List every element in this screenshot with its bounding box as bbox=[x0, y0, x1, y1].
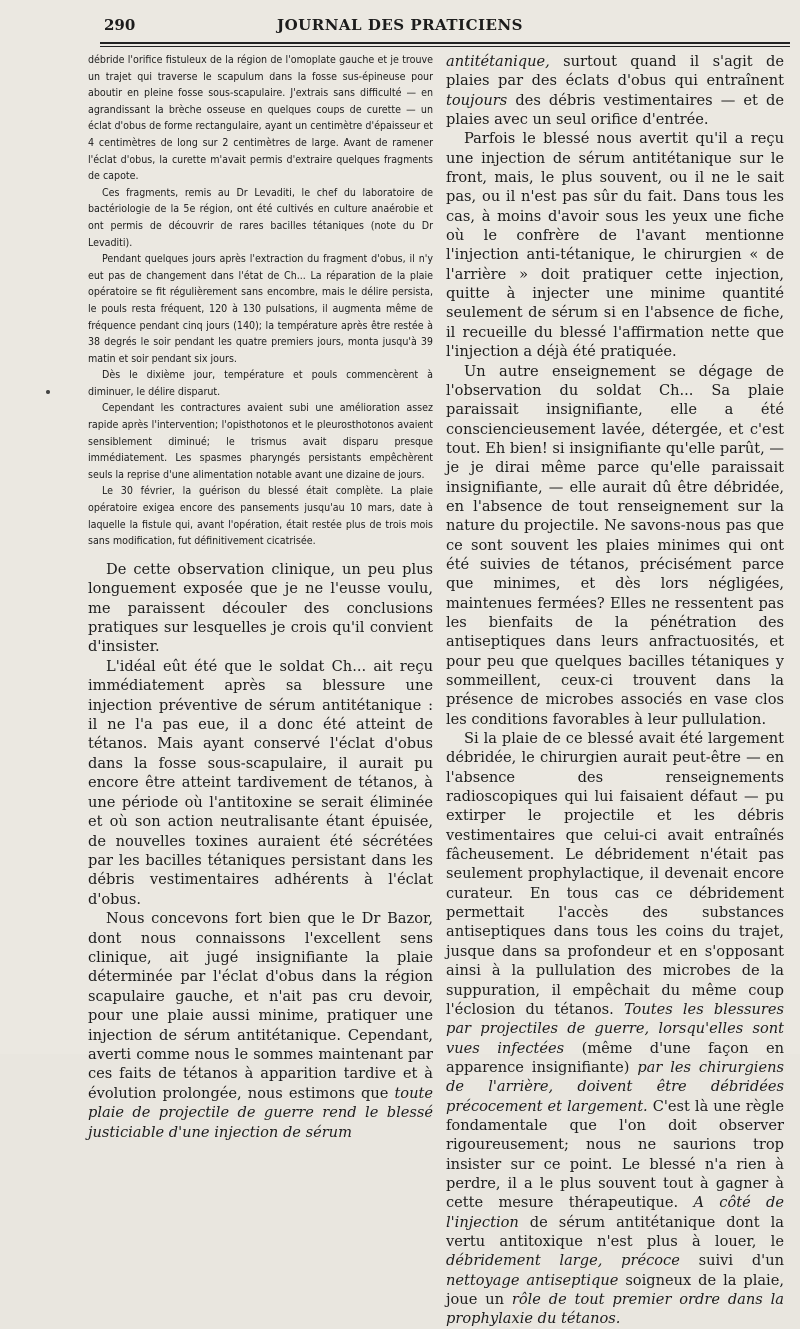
section-gap bbox=[88, 550, 433, 560]
margin-dot bbox=[46, 390, 50, 394]
emphasis-text: par les chirurgiens de l'arrière, doivent être débridées précocement et largement. bbox=[446, 1058, 784, 1115]
journal-title: JOURNAL DES PRATICIENS bbox=[277, 16, 523, 34]
emphasis-text: rôle de tout premier ordre dans la prophylaxie du tétanos. bbox=[446, 1291, 784, 1328]
page-number: 290 bbox=[104, 16, 136, 34]
body-paragraph: Un autre enseignement se dégage de l'observation du soldat Ch... Sa plaie paraissait insignifiante, elle a été consciencieusement lavée, détergée, et c'est tout. Eh bien! si insignifiante qu'elle parût, — je je dirai même parce qu'elle paraissait insignifiante, — elle aurait dû être débridée, en l'absence de tout renseignement sur la nature du projectile. Ne savons-nous pas que ce sont souvent les plaies minimes qui ont été suivies de tétanos, précisément parce que minimes, et dès lors négligées, maintenues fermées? Elles ne ressentent pas les bienfaits de la pénétration des antiseptiques dans leurs anfractuosités, et pour peu que quelques bacilles tétaniques y sommeillent, ceux-ci trouvent dans la présence de microbes associés en vase clos les conditions favorables à leur pullulation. bbox=[446, 362, 784, 728]
emphasis-text: toute plaie de projectile de guerre rend le blessé justiciable d'une injection de sérum bbox=[88, 1084, 433, 1141]
right-column bbox=[446, 52, 784, 1329]
body-text: Si la plaie de ce blessé avait été largement débridée, le chirurgien aurait peut-être — en l'absence des renseignements radioscopiques qui lui faisaient défaut — pu extirper le projectile et les débris vestimentaires que celui-ci avait entraînés fâcheusement. Le débridement n'était pas seulement prophylactique, il devenait encore curateur. En tous cas ce débridement permettait l'accès des substances antiseptiques dans tous les coins du trajet, jusque dans sa profondeur et en s'opposant ainsi à la pullulation des microbes de la suppuration, il empêchait du même coup l'éclosion du tétanos. bbox=[446, 730, 784, 1018]
body-paragraph: Parfois le blessé nous avertit qu'il a reçu une injection de sérum antitétanique sur le front, mais, le plus souvent, ou il ne le sait pas, ou il n'est pas sûr du fait. Dans tous les cas, à moins d'avoir sous les yeux une fiche où le confrère de l'avant mentionne l'injection anti-tétanique, le chirurgien « de l'arrière » doit pratiquer cette injection, quitte à injecter une minime quantité seulement de sérum si en l'absence de fiche, il recueille du blessé l'affirmation nette que l'injection a déjà été pratiquée. bbox=[446, 130, 784, 361]
emphasis-text: Toutes les blessures par projectiles de guerre, lorsqu'elles sont vues infectées bbox=[446, 1000, 784, 1057]
small-paragraph: Dès le dixième jour, température et pouls commencèrent à diminuer, le délire disparut. bbox=[88, 369, 433, 398]
small-paragraph: Le 30 février, la guérison du blessé était complète. La plaie opératoire exigea encore des pansements jusqu'au 10 mars, date à laquelle la fistule qui, avant l'opération, était restée plus de trois mois sans modification, fut définitivement cicatrisée. bbox=[88, 485, 433, 548]
body-text: soigneux de la plaie, joue un bbox=[446, 1271, 784, 1308]
body-paragraph bbox=[446, 52, 784, 129]
left-column bbox=[88, 52, 433, 1142]
discussion-left bbox=[88, 560, 433, 1142]
observation-notes bbox=[88, 52, 433, 550]
body-paragraph: L'idéal eût été que le soldat Ch... ait reçu immédiatement après sa blessure une injection préventive de sérum antitétanique : il ne l'a pas eue, il a donc été atteint de tétanos. Mais ayant conservé l'éclat d'obus dans la fosse sous-scapulaire, il aurait pu encore être atteint tardivement de tétanos, à une période où l'antitoxine se serait éliminée et où son action neutralisante étant épuisée, de nouvelles toxines auraient été sécrétées par les bacilles tétaniques persistant dans les débris vestimentaires adhérents à l'éclat d'obus. bbox=[88, 657, 433, 908]
emphasis-text: A côté de l'injection bbox=[446, 1194, 784, 1231]
body-text: des débris vestimentaires — et de plaies avec un seul orifice d'entrée. bbox=[446, 91, 784, 129]
small-paragraph: Ces fragments, remis au Dr Levaditi, le chef du laboratoire de bactériologie de la 5e région, ont été cultivés en culture anaérobie et ont permis de découvrir de rares bacilles tétaniques (note du Dr Levaditi). bbox=[88, 186, 433, 249]
emphasis-text: nettoyage antiseptique bbox=[446, 1271, 619, 1289]
body-paragraph bbox=[446, 729, 784, 1329]
small-paragraph: Cependant les contractures avaient subi une amélioration assez rapide après l'intervention; l'opisthotonos et le pleurosthotonos avaient sensiblement diminué; le trismus avait disparu presque immédiatement. Les spasmes pharyngés persistants empêchèrent seuls la reprise d'une alimentation notable avant une dizaine de jours. bbox=[88, 402, 433, 481]
body-text: (même d'une façon en apparence insignifiante) bbox=[446, 1039, 784, 1076]
body-text: Nous concevons fort bien que le Dr Bazor, dont nous connaissons l'excellent sens clinique, ait jugé insignifiante la plaie déterminée par l'éclat d'obus dans la région scapulaire gauche, et n'ait pas cru devoir, pour une plaie aussi minime, pratiquer une injection de sérum antitétanique. Cependant, averti comme nous le sommes maintenant par ces faits de tétanos à apparition tardive et à évolution prolongée, nous estimons que bbox=[88, 910, 433, 1102]
body-text: surtout quand il s'agit de plaies par des éclats d'obus qui entraînent bbox=[446, 53, 784, 90]
page-header bbox=[0, 14, 800, 38]
header-rule bbox=[100, 42, 790, 47]
small-paragraph: débride l'orifice fistuleux de la région de l'omoplate gauche et je trouve un trajet qui traverse le scapulum dans la fosse sus-épineuse pour aboutir en pleine fosse sous-scapulaire. J'extrais sans difficulté — en agrandissant la brèche osseuse en quelques coups de curette — un éclat d'obus de forme rectangulaire, ayant un centimètre d'épaisseur et 4 centimètres de long sur 2 centimètres de large. Avant de ramener l'éclat d'obus, la curette m'avait permis d'extraire quelques fragments de capote. bbox=[88, 54, 433, 183]
body-text: suivi d'un bbox=[679, 1252, 784, 1270]
emphasis-text: antitétanique, bbox=[446, 53, 550, 70]
emphasis-text: toujours bbox=[446, 91, 508, 109]
small-paragraph: Pendant quelques jours après l'extraction du fragment d'obus, il n'y eut pas de changement dans l'état de Ch... La réparation de la plaie opératoire se fit régulièrement sans encombre, mais le délire persista, le pouls resta fréquent, 120 à 130 pulsations, il augmenta même de fréquence pendant cinq jours (140); la température après être restée à 38 degrés le soir pendant les quatre premiers jours, monta jusqu'à 39 matin et soir pendant six jours. bbox=[88, 253, 433, 365]
body-paragraph: De cette observation clinique, un peu plus longuement exposée que je ne l'eusse voulu, me paraissent découler des conclusions pratiques sur lesquelles je crois qu'il convient d'insister. bbox=[88, 560, 433, 656]
body-paragraph bbox=[88, 909, 433, 1142]
emphasis-text: débridement large, précoce bbox=[446, 1252, 680, 1270]
body-text: de sérum antitétanique dont la vertu antitoxique n'est plus à louer, le bbox=[446, 1213, 784, 1250]
body-text: C'est là une règle fondamentale que l'on doit observer rigoureusement; nous ne saurions trop insister sur ce point. Le blessé n'a rien à perdre, il a le plus souvent tout à gagner à cette mesure thérapeutique. bbox=[446, 1097, 784, 1212]
